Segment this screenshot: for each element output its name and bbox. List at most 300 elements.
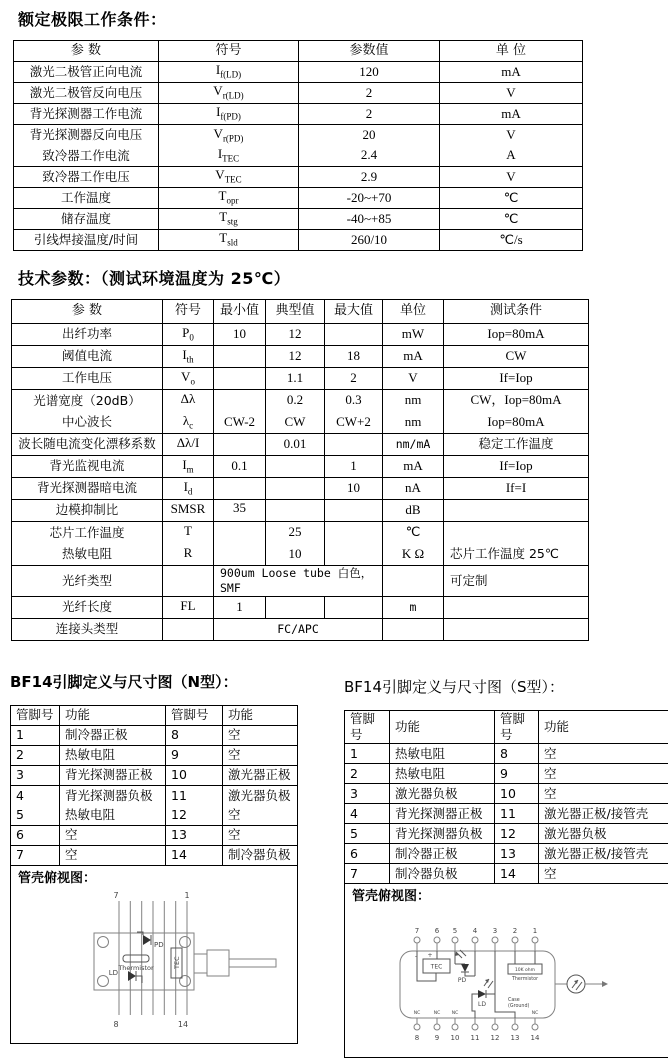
unit-cell: nm [383,390,444,412]
unit-cell: m [383,596,444,618]
pin-function-cell: 空 [60,845,166,865]
value-cell: -40~+85 [299,209,440,230]
pinout-section [0,671,668,1059]
tec-label: TEC [430,963,443,971]
table-row [12,456,589,478]
pin-number-cell: 12 [166,805,223,825]
pin-number-label: 6 [434,927,440,936]
pd-diode-icon [455,950,475,976]
symbol-base: I [182,346,187,362]
min-cell: 10 [214,324,266,346]
param-cell: 边模抑制比 [12,500,163,522]
param-cell: 光谱宽度（20dB） [12,390,163,412]
symbol-cell [163,596,214,618]
pin-number-cell: 12 [495,824,539,844]
table-row [12,596,589,618]
pin-function-cell: 制冷器负极 [390,864,495,884]
pin-number-label: 10 [450,1034,460,1043]
symbol-base: Δλ [180,391,196,407]
col-header-function: 功能 [390,710,495,744]
unit-cell: mW [383,324,444,346]
table-row [12,434,589,456]
symbol-base: T [184,523,192,539]
pin-number-cell: 9 [495,764,539,784]
symbol-base: P [182,324,190,340]
symbol-base: λ [182,412,190,428]
plus-sign: + [427,952,433,960]
pin-function-cell: 热敏电阻 [390,764,495,784]
pin-number-label: 14 [177,1019,189,1029]
pin-function-cell: 空 [539,784,668,804]
pin-number-cell: 14 [166,845,223,865]
unit-cell: ℃ [440,209,583,230]
pin-row [345,844,668,864]
symbol-cell [159,230,299,251]
pin-number-cell: 5 [345,824,390,844]
unit-cell: K Ω [383,544,444,566]
value-cell: 260/10 [299,230,440,251]
max-cell: 10 [325,478,383,500]
cond-cell [444,618,589,640]
unit-cell: mA [383,346,444,368]
value-cell: 2.4 [299,146,440,167]
symbol-cell [163,566,214,597]
symbol-subscript: th [186,354,194,365]
table-row [14,209,583,230]
pin-function-cell: 空 [539,744,668,764]
param-cell: 光纤长度 [12,596,163,618]
pin-row [345,744,668,764]
max-cell: 0.3 [325,390,383,412]
symbol-cell [159,125,299,146]
symbol-cell [163,478,214,500]
param-cell: 光纤类型 [12,566,163,597]
min-cell [214,368,266,390]
n-top-view-cell [11,865,298,1043]
pin-function-cell: 热敏电阻 [60,745,166,765]
bottom-pin-pads [414,1024,538,1030]
symbol-cell [163,390,214,412]
col-header-value: 参数值 [299,41,440,62]
mounting-hole [180,975,191,986]
typ-cell: 25 [266,522,325,544]
param-cell: 工作电压 [12,368,163,390]
typ-cell [266,500,325,522]
pin-function-cell: 背光探测器负极 [60,785,166,805]
col-header-typ: 典型值 [266,300,325,324]
pin-function-cell: 背光探测器负极 [390,824,495,844]
cond-cell: CW [444,346,589,368]
pin-number-label: 2 [512,927,518,936]
pd-label: PD [154,940,164,949]
col-header-function: 功能 [60,705,166,725]
table-row [14,104,583,125]
param-cell: 激光二极管正向电流 [14,62,159,83]
typ-cell [266,596,325,618]
pin-row [345,824,668,844]
fiber-snout [194,954,207,973]
table-row [12,618,589,640]
param-cell: 背光探测器工作电流 [14,104,159,125]
value-cell: 2 [299,104,440,125]
table-row [12,522,589,544]
param-cell: 热敏电阻 [12,544,163,566]
param-cell: 背光探测器反向电压 [14,125,159,146]
unit-cell: V [383,368,444,390]
cond-cell: If=Iop [444,456,589,478]
symbol-subscript: m [186,464,194,475]
ld-label: LD [108,968,118,977]
pin-number-cell: 3 [11,765,60,785]
col-header-function: 功能 [223,705,298,725]
min-cell: 35 [214,500,266,522]
pin-function-cell: 制冷器负极 [223,845,298,865]
typ-cell: 0.01 [266,434,325,456]
symbol-cell [163,456,214,478]
pin-function-cell: 激光器正极 [223,765,298,785]
pin-number-cell: 8 [495,744,539,764]
table-row [12,500,589,522]
col-header-unit: 单 位 [440,41,583,62]
n-top-view-label: 管壳俯视图： [18,870,97,886]
pin-row [11,825,298,845]
col-header-min: 最小值 [214,300,266,324]
case-ground-label: (Ground) [508,1004,530,1010]
table-header-row [12,300,589,324]
cond-cell: If=I [444,478,589,500]
pin-row [11,745,298,765]
fiber-type-cell: 900um Loose tube 白色，SMF [214,566,383,597]
symbol-cell [159,209,299,230]
pin-number-label: 9 [434,1034,440,1043]
col-header-param: 参 数 [14,41,159,62]
min-cell: 0.1 [214,456,266,478]
pin-function-cell: 激光器负极 [539,824,668,844]
symbol-base: I [215,62,221,78]
pin-row [11,845,298,865]
cond-cell: Iop=80mA [444,324,589,346]
nc-label: NC [451,1011,459,1017]
cond-cell: If=Iop [444,368,589,390]
pin-number-cell: 13 [166,825,223,845]
symbol-cell [163,346,214,368]
unit-cell: nm [383,412,444,434]
pin-number-cell: 11 [495,804,539,824]
typ-cell [266,478,325,500]
unit-cell: nm/mA [383,434,444,456]
pin-function-cell: 制冷器正极 [390,844,495,864]
param-cell: 背光监视电流 [12,456,163,478]
table-row [12,566,589,597]
absolute-maximum-ratings-table [13,40,583,251]
pin-row [11,785,298,805]
col-header-conditions: 测试条件 [444,300,589,324]
value-cell: 2.9 [299,167,440,188]
table-row [14,83,583,104]
symbol-base: T [218,188,227,204]
pin-number-label: 7 [414,927,420,936]
table-row [14,125,583,146]
table-row [14,146,583,167]
typ-cell: 10 [266,544,325,566]
typ-cell [266,456,325,478]
symbol-subscript: opr [226,195,239,206]
symbol-base: FL [180,597,196,613]
pin-number-cell: 8 [166,725,223,745]
symbol-base: R [183,544,193,560]
fiber-output-icon [555,975,608,993]
pin-number-label: 14 [530,1034,540,1043]
unit-cell: dB [383,500,444,522]
max-cell: 2 [325,368,383,390]
pin-number-cell: 7 [345,864,390,884]
col-header-pin: 管脚号 [11,705,60,725]
min-cell: 1 [214,596,266,618]
max-cell [325,324,383,346]
s-type-title: BF14引脚定义与尺寸图（S型）： [344,677,565,696]
unit-cell: ℃/s [440,230,583,251]
pin-row [11,805,298,825]
pin-number-cell: 2 [11,745,60,765]
table-row [14,62,583,83]
col-header-unit: 单位 [383,300,444,324]
param-cell: 储存温度 [14,209,159,230]
tec-label: TEC [173,956,181,969]
pin-function-cell: 空 [539,764,668,784]
symbol-subscript: 0 [189,332,194,343]
symbol-cell [163,434,214,456]
technical-parameters-table [11,299,589,641]
pin-number-label: 1 [532,927,538,936]
pin-function-cell: 空 [223,725,298,745]
symbol-base: V [213,83,223,99]
ld-label: LD [478,1001,486,1009]
max-cell [325,544,383,566]
unit-cell: ℃ [383,522,444,544]
s-top-view-cell [345,884,668,1058]
symbol-base: SMSR [170,500,206,516]
symbol-cell [159,188,299,209]
bottom-pin-stems [417,1018,535,1024]
col-header-symbol: 符号 [159,41,299,62]
symbol-base: T [219,209,228,225]
n-type-pin-table [10,705,298,1044]
pin-number-cell: 13 [495,844,539,864]
pin-row [11,765,298,785]
symbol-subscript: TEC [224,174,242,185]
cond-cell: Iop=80mA [444,412,589,434]
unit-cell: A [440,146,583,167]
nc-label: NC [413,1011,421,1017]
symbol-cell [159,104,299,125]
min-cell [214,522,266,544]
symbol-cell [163,544,214,566]
minus-sign: - [414,953,418,961]
pin-function-cell: 热敏电阻 [390,744,495,764]
symbol-cell [163,618,214,640]
unit-cell: nA [383,478,444,500]
top-pin-pads [414,937,538,943]
pin-number-cell: 4 [345,804,390,824]
unit-cell [383,566,444,597]
cond-cell [444,500,589,522]
max-cell: 18 [325,346,383,368]
pin-number-label: 1 [184,890,190,900]
pin-function-cell: 空 [60,825,166,845]
cond-cell: 芯片工作温度 25℃ [444,522,589,566]
min-cell: CW-2 [214,412,266,434]
limits-section-title: 额定极限工作条件： [18,10,167,29]
symbol-base: I [182,456,187,472]
col-header-pin: 管脚号 [495,710,539,744]
table-row [12,368,589,390]
param-cell: 芯片工作温度 [12,522,163,544]
param-cell: 连接头类型 [12,618,163,640]
thermistor-icon [123,955,149,962]
unit-cell: V [440,83,583,104]
symbol-subscript: f(PD) [220,111,241,122]
col-header-symbol: 符号 [163,300,214,324]
mounting-hole [98,936,109,947]
pin-function-cell: 空 [539,864,668,884]
pin-number-label: 13 [510,1034,520,1043]
pin-function-cell: 空 [223,745,298,765]
pin-row [345,784,668,804]
param-cell: 引线焊接温度/时间 [14,230,159,251]
param-cell: 出纤功率 [12,324,163,346]
min-cell [214,478,266,500]
symbol-cell [163,412,214,434]
param-cell: 致冷器工作电压 [14,167,159,188]
pin-number-label: 3 [492,927,498,936]
top-view-row [11,865,298,1043]
symbol-cell [163,368,214,390]
pin-number-label: 4 [472,927,478,936]
symbol-base: Δλ/I [176,434,200,450]
symbol-subscript: TEC [222,153,240,164]
nc-label: NC [531,1011,539,1017]
pin-number-cell: 7 [11,845,60,865]
nc-label: NC [433,1011,441,1017]
value-cell: 2 [299,83,440,104]
col-header-max: 最大值 [325,300,383,324]
max-cell [325,522,383,544]
symbol-subscript: stg [227,216,238,227]
n-type-column [10,671,298,1044]
cond-cell: 可定制 [444,566,589,597]
symbol-base: I [216,104,221,120]
pin-function-cell: 空 [223,825,298,845]
pin-number-label: 12 [490,1034,500,1043]
pin-number-label: 8 [113,1019,119,1029]
param-cell: 激光二极管反向电压 [14,83,159,104]
col-header-function: 功能 [539,710,668,744]
pin-row [345,864,668,884]
thermistor-label: Thermistor [511,977,539,983]
pin-number-cell: 14 [495,864,539,884]
pin-number-label: 8 [414,1034,420,1043]
min-cell [214,346,266,368]
pin-number-label: 7 [113,890,119,900]
symbol-cell [159,83,299,104]
symbol-base: I [217,146,223,162]
table-row [14,167,583,188]
max-cell: CW+2 [325,412,383,434]
pin-number-label: 11 [470,1034,480,1043]
col-header-param: 参 数 [12,300,163,324]
param-cell: 阈值电流 [12,346,163,368]
typ-cell: 12 [266,346,325,368]
col-header-pin: 管脚号 [166,705,223,725]
symbol-cell [163,500,214,522]
symbol-subscript: o [190,376,195,387]
top-view-row [345,884,668,1058]
max-cell: 1 [325,456,383,478]
pin-function-cell: 背光探测器正极 [390,804,495,824]
pin-number-cell: 6 [11,825,60,845]
min-cell [214,434,266,456]
table-row [12,390,589,412]
symbol-base: I [183,478,188,494]
min-cell [214,544,266,566]
param-cell: 波长随电流变化漂移系数 [12,434,163,456]
unit-cell: ℃ [440,188,583,209]
pin-function-cell: 制冷器正极 [60,725,166,745]
symbol-cell [159,167,299,188]
symbol-cell [163,522,214,544]
typ-cell: 0.2 [266,390,325,412]
typ-cell: CW [266,412,325,434]
fiber-pigtail [229,959,276,967]
pin-function-cell: 背光探测器正极 [60,765,166,785]
table-row [12,412,589,434]
symbol-base: V [181,368,191,384]
case-ground-label: Case [508,998,520,1004]
unit-cell [383,618,444,640]
fiber-boot [207,950,229,976]
param-cell: 工作温度 [14,188,159,209]
cond-cell [444,596,589,618]
max-cell [325,434,383,456]
n-type-title: BF14引脚定义与尺寸图（N型）： [10,672,238,691]
thermistor-label: Thermistor [118,963,154,972]
table-row [12,324,589,346]
s-type-pin-table [344,710,668,1059]
table-row [12,478,589,500]
pd-diode-icon [137,932,151,945]
pin-function-cell: 激光器负极 [390,784,495,804]
pin-number-cell: 2 [345,764,390,784]
unit-cell: mA [440,62,583,83]
table-header-row [14,41,583,62]
thermistor-value-label: 10K ohm [514,968,536,974]
s-package-top-view-diagram [350,906,650,1054]
pin-function-cell: 激光器正极/接管壳 [539,844,668,864]
unit-cell: V [440,167,583,188]
value-cell: 120 [299,62,440,83]
pin-number-cell: 3 [345,784,390,804]
symbol-subscript: r(LD) [222,90,244,101]
value-cell: 20 [299,125,440,146]
pin-row [11,725,298,745]
table-row [14,188,583,209]
tech-section-title: 技术参数：（测试环境温度为 25℃） [18,269,291,288]
s-top-view-label: 管壳俯视图： [352,889,431,905]
pin-row [345,804,668,824]
typ-cell: 12 [266,324,325,346]
symbol-base: V [213,125,223,141]
mounting-hole [180,936,191,947]
